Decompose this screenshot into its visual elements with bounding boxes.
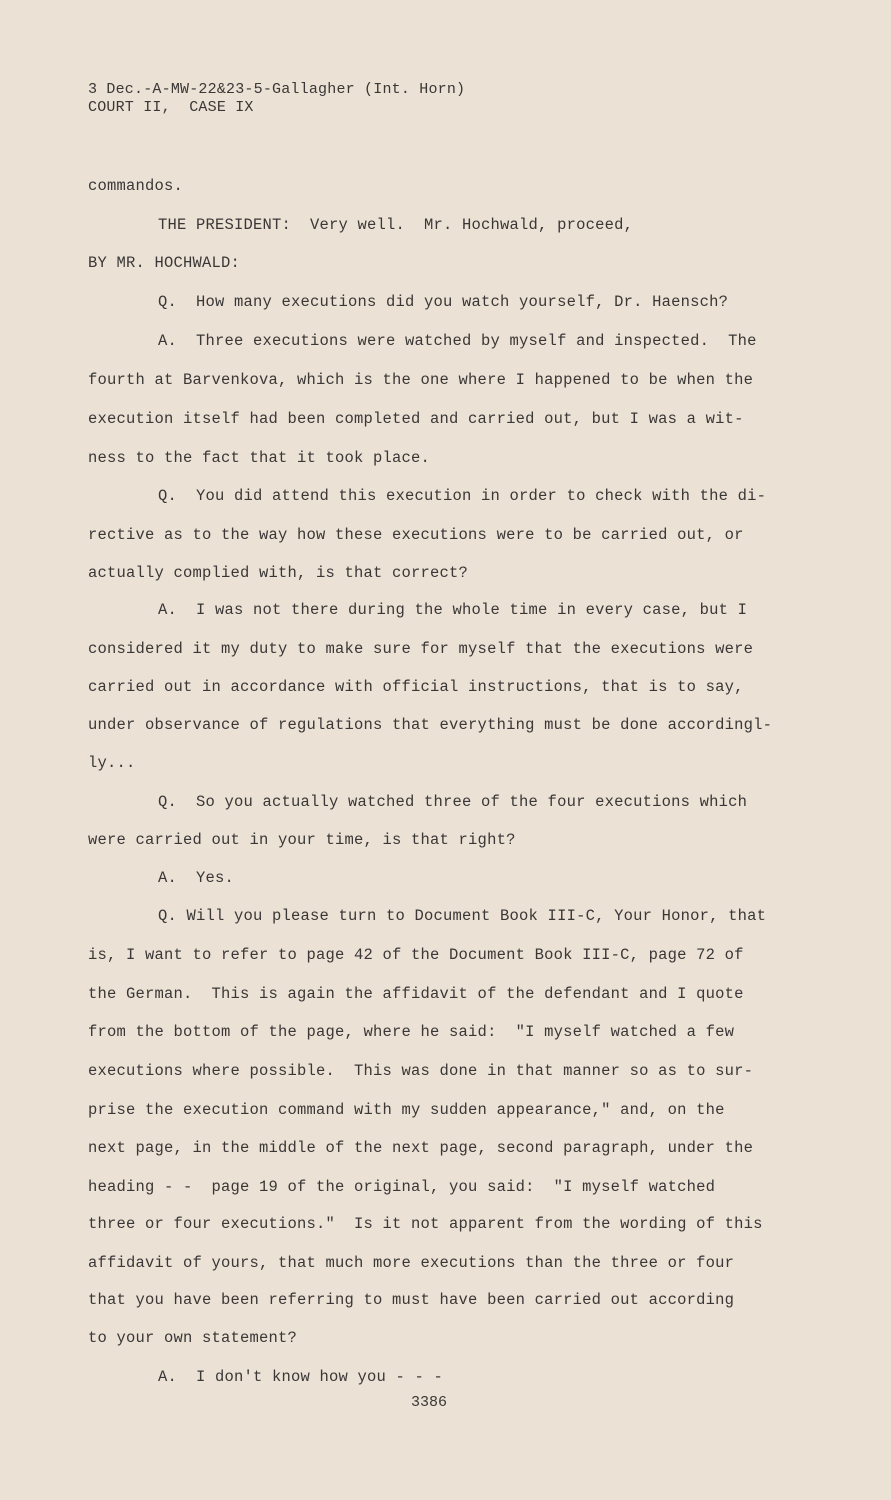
text-line: is, I want to refer to page 42 of the Document Book III-C, page 72 of [88, 946, 744, 964]
text-line: fourth at Barvenkova, which is the one where I happened to be when the [88, 371, 754, 389]
text-line: BY MR. HOCHWALD: [88, 254, 241, 272]
text-line: to your own statement? [88, 1329, 298, 1347]
text-line: three or four executions." Is it not apparent from the wording of this [88, 1215, 763, 1233]
text-line: A. Yes. [158, 869, 235, 887]
text-line: the German. This is again the affidavit of the defendant and I quote [88, 985, 744, 1003]
text-line: Q. So you actually watched three of the four executions which [158, 793, 748, 811]
text-line: commandos. [88, 177, 184, 195]
text-line: THE PRESIDENT: Very well. Mr. Hochwald, proceed, [158, 216, 634, 234]
text-line: ly... [88, 754, 136, 772]
text-line: Q. How many executions did you watch yourself, Dr. Haensch? [158, 293, 729, 311]
text-line: A. Three executions were watched by myself and inspected. The [158, 332, 757, 350]
header-line-1: 3 Dec.-A-MW-22&23-5-Gallagher (Int. Horn) [88, 81, 466, 98]
text-line: considered it my duty to make sure for myself that the executions were [88, 640, 754, 658]
text-line: Q. You did attend this execution in order to check with the di- [158, 487, 767, 505]
text-line: heading - - page 19 of the original, you said: "I myself watched [88, 1178, 716, 1196]
header-line-2: COURT II, CASE IX [88, 99, 254, 116]
text-line: executions where possible. This was done in that manner so as to sur- [88, 1062, 754, 1080]
text-line: prise the execution command with my sudden appearance," and, on the [88, 1101, 725, 1119]
text-line: were carried out in your time, is that right? [88, 831, 516, 849]
text-line: A. I don't know how you - - - [158, 1368, 444, 1386]
text-line: rective as to the way how these executions were to be carried out, or [88, 526, 744, 544]
text-line: affidavit of yours, that much more executions than the three or four [88, 1254, 735, 1272]
text-line: actually complied with, is that correct? [88, 564, 469, 582]
text-line: that you have been referring to must have been carried out according [88, 1291, 735, 1309]
text-line: A. I was not there during the whole time in every case, but I [158, 601, 748, 619]
text-line: under observance of regulations that everything must be done accordingl- [88, 716, 773, 734]
text-line: ness to the fact that it took place. [88, 449, 431, 467]
text-line: execution itself had been completed and carried out, but I was a wit- [88, 410, 744, 428]
text-line: from the bottom of the page, where he said: "I myself watched a few [88, 1023, 735, 1041]
text-line: Q. Will you please turn to Document Book III-C, Your Honor, that [158, 907, 767, 925]
page-number: 3386 [411, 1394, 448, 1411]
text-line: carried out in accordance with official instructions, that is to say, [88, 678, 744, 696]
text-line: next page, in the middle of the next page, second paragraph, under the [88, 1139, 754, 1157]
